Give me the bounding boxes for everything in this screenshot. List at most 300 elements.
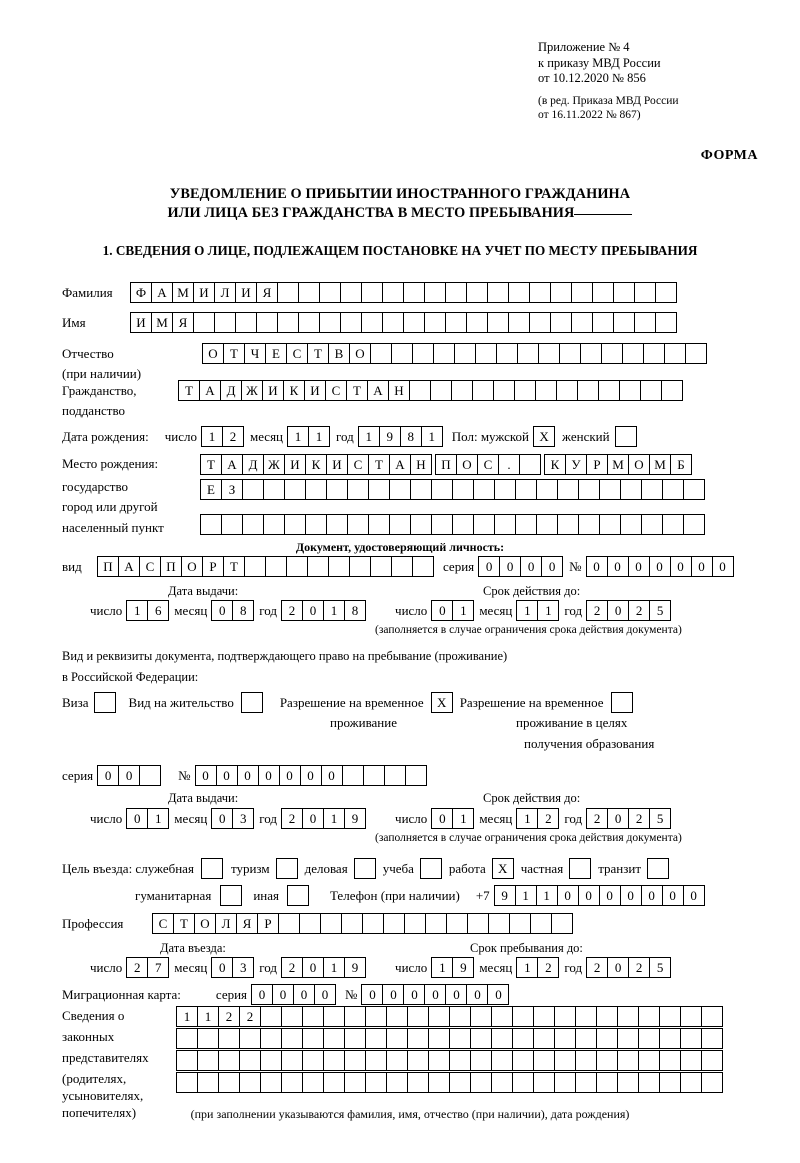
- char-cell[interactable]: 1: [323, 957, 345, 978]
- char-cell[interactable]: 0: [586, 556, 608, 577]
- char-cell[interactable]: [466, 282, 488, 303]
- char-cell[interactable]: [239, 1050, 261, 1071]
- char-cell[interactable]: 1: [421, 426, 443, 447]
- char-cell[interactable]: [530, 913, 552, 934]
- legal-rep-line-3-input[interactable]: [176, 1050, 722, 1071]
- char-cell[interactable]: А: [199, 380, 221, 401]
- char-cell[interactable]: [278, 913, 300, 934]
- char-cell[interactable]: [361, 282, 383, 303]
- char-cell[interactable]: [519, 454, 541, 475]
- char-cell[interactable]: [659, 1006, 681, 1027]
- char-cell[interactable]: 1: [197, 1006, 219, 1027]
- char-cell[interactable]: 0: [97, 765, 119, 786]
- char-cell[interactable]: Ж: [241, 380, 263, 401]
- char-cell[interactable]: 3: [232, 808, 254, 829]
- char-cell[interactable]: [382, 282, 404, 303]
- char-cell[interactable]: К: [305, 454, 327, 475]
- char-cell[interactable]: [575, 1050, 597, 1071]
- char-cell[interactable]: 0: [641, 885, 663, 906]
- char-cell[interactable]: [389, 479, 411, 500]
- char-cell[interactable]: Н: [410, 454, 432, 475]
- char-cell[interactable]: М: [151, 312, 173, 333]
- char-cell[interactable]: [559, 343, 581, 364]
- char-cell[interactable]: [176, 1072, 198, 1093]
- char-cell[interactable]: 2: [586, 957, 608, 978]
- char-cell[interactable]: С: [139, 556, 161, 577]
- char-cell[interactable]: [638, 1072, 660, 1093]
- char-cell[interactable]: 8: [400, 426, 422, 447]
- char-cell[interactable]: [659, 1072, 681, 1093]
- mig-number-input[interactable]: [361, 984, 508, 1005]
- char-cell[interactable]: 0: [300, 765, 322, 786]
- char-cell[interactable]: [347, 479, 369, 500]
- char-cell[interactable]: [445, 282, 467, 303]
- char-cell[interactable]: И: [235, 282, 257, 303]
- char-cell[interactable]: [571, 312, 593, 333]
- stay-day-input[interactable]: [431, 957, 473, 978]
- char-cell[interactable]: [344, 1006, 366, 1027]
- char-cell[interactable]: 5: [649, 600, 671, 621]
- char-cell[interactable]: [383, 913, 405, 934]
- char-cell[interactable]: [550, 312, 572, 333]
- char-cell[interactable]: [302, 1028, 324, 1049]
- char-cell[interactable]: 0: [649, 556, 671, 577]
- char-cell[interactable]: [509, 913, 531, 934]
- char-cell[interactable]: [617, 1028, 639, 1049]
- char-cell[interactable]: [683, 479, 705, 500]
- char-cell[interactable]: 1: [308, 426, 330, 447]
- char-cell[interactable]: [538, 343, 560, 364]
- char-cell[interactable]: [305, 479, 327, 500]
- char-cell[interactable]: С: [286, 343, 308, 364]
- char-cell[interactable]: [536, 479, 558, 500]
- char-cell[interactable]: Ж: [263, 454, 285, 475]
- char-cell[interactable]: [281, 1028, 303, 1049]
- birthplace-country-input[interactable]: [200, 454, 431, 475]
- purpose-business-checkbox[interactable]: [354, 858, 376, 879]
- legal-rep-line-2-input[interactable]: [176, 1028, 722, 1049]
- char-cell[interactable]: [449, 1006, 471, 1027]
- char-cell[interactable]: [514, 380, 536, 401]
- char-cell[interactable]: [701, 1028, 723, 1049]
- char-cell[interactable]: С: [152, 913, 174, 934]
- char-cell[interactable]: 6: [147, 600, 169, 621]
- char-cell[interactable]: 0: [578, 885, 600, 906]
- char-cell[interactable]: [344, 1050, 366, 1071]
- char-cell[interactable]: 1: [537, 600, 559, 621]
- char-cell[interactable]: 0: [712, 556, 734, 577]
- char-cell[interactable]: 0: [466, 984, 488, 1005]
- char-cell[interactable]: [433, 343, 455, 364]
- char-cell[interactable]: [575, 1006, 597, 1027]
- char-cell[interactable]: [386, 1006, 408, 1027]
- char-cell[interactable]: [340, 282, 362, 303]
- char-cell[interactable]: [445, 312, 467, 333]
- char-cell[interactable]: [139, 765, 161, 786]
- char-cell[interactable]: Т: [200, 454, 222, 475]
- char-cell[interactable]: [328, 556, 350, 577]
- char-cell[interactable]: [449, 1050, 471, 1071]
- char-cell[interactable]: [446, 913, 468, 934]
- char-cell[interactable]: 1: [201, 426, 223, 447]
- birthplace-type-input[interactable]: [435, 454, 540, 475]
- char-cell[interactable]: [599, 479, 621, 500]
- char-cell[interactable]: 0: [216, 765, 238, 786]
- char-cell[interactable]: 9: [379, 426, 401, 447]
- sex-male-checkbox[interactable]: X: [533, 426, 555, 447]
- char-cell[interactable]: [407, 1072, 429, 1093]
- char-cell[interactable]: [533, 1028, 555, 1049]
- birthplace-extra-input[interactable]: [200, 514, 704, 535]
- char-cell[interactable]: [473, 479, 495, 500]
- char-cell[interactable]: Д: [220, 380, 242, 401]
- char-cell[interactable]: 1: [516, 957, 538, 978]
- char-cell[interactable]: [592, 282, 614, 303]
- char-cell[interactable]: [407, 1006, 429, 1027]
- char-cell[interactable]: [634, 312, 656, 333]
- char-cell[interactable]: [428, 1006, 450, 1027]
- char-cell[interactable]: [277, 282, 299, 303]
- purpose-work-checkbox[interactable]: X: [492, 858, 514, 879]
- char-cell[interactable]: [431, 514, 453, 535]
- char-cell[interactable]: [368, 514, 390, 535]
- char-cell[interactable]: [571, 282, 593, 303]
- char-cell[interactable]: С: [347, 454, 369, 475]
- char-cell[interactable]: 2: [628, 600, 650, 621]
- char-cell[interactable]: [617, 1006, 639, 1027]
- char-cell[interactable]: [370, 556, 392, 577]
- char-cell[interactable]: [242, 514, 264, 535]
- char-cell[interactable]: 2: [586, 808, 608, 829]
- char-cell[interactable]: 7: [147, 957, 169, 978]
- char-cell[interactable]: 2: [281, 600, 303, 621]
- surname-input[interactable]: [130, 282, 676, 303]
- char-cell[interactable]: [701, 1050, 723, 1071]
- char-cell[interactable]: [260, 1072, 282, 1093]
- char-cell[interactable]: [281, 1006, 303, 1027]
- char-cell[interactable]: [491, 1050, 513, 1071]
- purpose-study-checkbox[interactable]: [420, 858, 442, 879]
- char-cell[interactable]: [494, 479, 516, 500]
- temp-residence-checkbox[interactable]: X: [431, 692, 453, 713]
- doc-issue-month-input[interactable]: [211, 600, 253, 621]
- char-cell[interactable]: [218, 1050, 240, 1071]
- char-cell[interactable]: Д: [242, 454, 264, 475]
- char-cell[interactable]: [664, 343, 686, 364]
- char-cell[interactable]: 2: [537, 808, 559, 829]
- char-cell[interactable]: [701, 1006, 723, 1027]
- citizenship-input[interactable]: [178, 380, 682, 401]
- char-cell[interactable]: [305, 514, 327, 535]
- char-cell[interactable]: 0: [599, 885, 621, 906]
- char-cell[interactable]: [218, 1028, 240, 1049]
- char-cell[interactable]: 0: [382, 984, 404, 1005]
- profession-input[interactable]: [152, 913, 572, 934]
- char-cell[interactable]: 2: [222, 426, 244, 447]
- char-cell[interactable]: [680, 1050, 702, 1071]
- char-cell[interactable]: 2: [628, 957, 650, 978]
- char-cell[interactable]: [508, 282, 530, 303]
- char-cell[interactable]: [361, 312, 383, 333]
- char-cell[interactable]: [529, 282, 551, 303]
- char-cell[interactable]: [412, 343, 434, 364]
- doc-number-input[interactable]: [586, 556, 733, 577]
- char-cell[interactable]: [556, 380, 578, 401]
- char-cell[interactable]: [347, 514, 369, 535]
- entry-day-input[interactable]: [126, 957, 168, 978]
- char-cell[interactable]: [617, 1072, 639, 1093]
- char-cell[interactable]: [659, 1050, 681, 1071]
- purpose-private-checkbox[interactable]: [569, 858, 591, 879]
- char-cell[interactable]: И: [262, 380, 284, 401]
- char-cell[interactable]: 0: [126, 808, 148, 829]
- char-cell[interactable]: [491, 1028, 513, 1049]
- doc-series-input[interactable]: [478, 556, 562, 577]
- char-cell[interactable]: И: [193, 282, 215, 303]
- char-cell[interactable]: [176, 1050, 198, 1071]
- char-cell[interactable]: 9: [344, 957, 366, 978]
- char-cell[interactable]: [342, 765, 364, 786]
- char-cell[interactable]: У: [565, 454, 587, 475]
- char-cell[interactable]: [409, 380, 431, 401]
- char-cell[interactable]: [638, 1006, 660, 1027]
- char-cell[interactable]: О: [181, 556, 203, 577]
- char-cell[interactable]: 0: [628, 556, 650, 577]
- char-cell[interactable]: 0: [118, 765, 140, 786]
- doc-valid-month-input[interactable]: [516, 600, 558, 621]
- char-cell[interactable]: [467, 913, 489, 934]
- char-cell[interactable]: Т: [223, 556, 245, 577]
- doc-issue-day-input[interactable]: [126, 600, 168, 621]
- char-cell[interactable]: [277, 312, 299, 333]
- char-cell[interactable]: [620, 514, 642, 535]
- char-cell[interactable]: [470, 1006, 492, 1027]
- char-cell[interactable]: [487, 282, 509, 303]
- char-cell[interactable]: 1: [516, 600, 538, 621]
- char-cell[interactable]: [449, 1072, 471, 1093]
- char-cell[interactable]: М: [172, 282, 194, 303]
- char-cell[interactable]: [323, 1072, 345, 1093]
- char-cell[interactable]: М: [607, 454, 629, 475]
- char-cell[interactable]: Т: [178, 380, 200, 401]
- char-cell[interactable]: [508, 312, 530, 333]
- purpose-transit-checkbox[interactable]: [647, 858, 669, 879]
- purpose-other-checkbox[interactable]: [287, 885, 309, 906]
- char-cell[interactable]: [617, 1050, 639, 1071]
- char-cell[interactable]: 1: [536, 885, 558, 906]
- char-cell[interactable]: Ч: [244, 343, 266, 364]
- permit-valid-month-input[interactable]: [516, 808, 558, 829]
- char-cell[interactable]: С: [325, 380, 347, 401]
- char-cell[interactable]: [284, 479, 306, 500]
- char-cell[interactable]: 0: [431, 600, 453, 621]
- char-cell[interactable]: [299, 913, 321, 934]
- char-cell[interactable]: [536, 514, 558, 535]
- char-cell[interactable]: Я: [256, 282, 278, 303]
- char-cell[interactable]: [263, 514, 285, 535]
- char-cell[interactable]: [391, 556, 413, 577]
- char-cell[interactable]: [488, 913, 510, 934]
- char-cell[interactable]: Т: [223, 343, 245, 364]
- char-cell[interactable]: [428, 1050, 450, 1071]
- residence-permit-checkbox[interactable]: [241, 692, 263, 713]
- char-cell[interactable]: [368, 479, 390, 500]
- purpose-tourism-checkbox[interactable]: [276, 858, 298, 879]
- purpose-service-checkbox[interactable]: [201, 858, 223, 879]
- char-cell[interactable]: [326, 479, 348, 500]
- char-cell[interactable]: 0: [211, 600, 233, 621]
- char-cell[interactable]: [407, 1050, 429, 1071]
- birth-month-input[interactable]: [287, 426, 329, 447]
- char-cell[interactable]: [362, 913, 384, 934]
- char-cell[interactable]: [424, 312, 446, 333]
- char-cell[interactable]: [535, 380, 557, 401]
- char-cell[interactable]: [533, 1072, 555, 1093]
- birth-year-input[interactable]: [358, 426, 442, 447]
- char-cell[interactable]: 0: [691, 556, 713, 577]
- char-cell[interactable]: [391, 343, 413, 364]
- entry-year-input[interactable]: [281, 957, 365, 978]
- char-cell[interactable]: П: [97, 556, 119, 577]
- char-cell[interactable]: 5: [649, 808, 671, 829]
- char-cell[interactable]: [554, 1050, 576, 1071]
- char-cell[interactable]: [577, 380, 599, 401]
- char-cell[interactable]: 1: [287, 426, 309, 447]
- char-cell[interactable]: [701, 1072, 723, 1093]
- edu-residence-checkbox[interactable]: [611, 692, 633, 713]
- char-cell[interactable]: 0: [211, 808, 233, 829]
- char-cell[interactable]: [662, 514, 684, 535]
- char-cell[interactable]: [407, 1028, 429, 1049]
- char-cell[interactable]: [634, 282, 656, 303]
- permit-issue-month-input[interactable]: [211, 808, 253, 829]
- birthplace-city-input[interactable]: [544, 454, 691, 475]
- char-cell[interactable]: [493, 380, 515, 401]
- char-cell[interactable]: 0: [302, 600, 324, 621]
- char-cell[interactable]: 0: [321, 765, 343, 786]
- char-cell[interactable]: 0: [302, 808, 324, 829]
- char-cell[interactable]: [284, 514, 306, 535]
- char-cell[interactable]: [365, 1072, 387, 1093]
- char-cell[interactable]: Т: [307, 343, 329, 364]
- char-cell[interactable]: [643, 343, 665, 364]
- char-cell[interactable]: [578, 514, 600, 535]
- char-cell[interactable]: [641, 514, 663, 535]
- char-cell[interactable]: [619, 380, 641, 401]
- char-cell[interactable]: [640, 380, 662, 401]
- char-cell[interactable]: [412, 556, 434, 577]
- char-cell[interactable]: [554, 1006, 576, 1027]
- char-cell[interactable]: Н: [388, 380, 410, 401]
- char-cell[interactable]: О: [194, 913, 216, 934]
- char-cell[interactable]: [451, 380, 473, 401]
- char-cell[interactable]: [655, 312, 677, 333]
- char-cell[interactable]: [613, 312, 635, 333]
- char-cell[interactable]: [680, 1028, 702, 1049]
- char-cell[interactable]: 0: [279, 765, 301, 786]
- char-cell[interactable]: [680, 1006, 702, 1027]
- char-cell[interactable]: [425, 913, 447, 934]
- char-cell[interactable]: 0: [431, 808, 453, 829]
- char-cell[interactable]: [365, 1028, 387, 1049]
- char-cell[interactable]: 0: [499, 556, 521, 577]
- char-cell[interactable]: 3: [232, 957, 254, 978]
- char-cell[interactable]: И: [284, 454, 306, 475]
- char-cell[interactable]: Е: [265, 343, 287, 364]
- char-cell[interactable]: [341, 913, 363, 934]
- char-cell[interactable]: [529, 312, 551, 333]
- char-cell[interactable]: Б: [670, 454, 692, 475]
- char-cell[interactable]: И: [326, 454, 348, 475]
- char-cell[interactable]: [599, 514, 621, 535]
- char-cell[interactable]: 0: [607, 957, 629, 978]
- char-cell[interactable]: 0: [251, 984, 273, 1005]
- char-cell[interactable]: 0: [557, 885, 579, 906]
- char-cell[interactable]: [405, 765, 427, 786]
- char-cell[interactable]: [197, 1072, 219, 1093]
- char-cell[interactable]: [197, 1028, 219, 1049]
- char-cell[interactable]: 8: [344, 600, 366, 621]
- char-cell[interactable]: 0: [211, 957, 233, 978]
- char-cell[interactable]: 0: [683, 885, 705, 906]
- char-cell[interactable]: [323, 1006, 345, 1027]
- char-cell[interactable]: [410, 479, 432, 500]
- char-cell[interactable]: [470, 1072, 492, 1093]
- char-cell[interactable]: 0: [314, 984, 336, 1005]
- char-cell[interactable]: Р: [202, 556, 224, 577]
- char-cell[interactable]: Л: [215, 913, 237, 934]
- char-cell[interactable]: [260, 1028, 282, 1049]
- char-cell[interactable]: 1: [147, 808, 169, 829]
- char-cell[interactable]: [430, 380, 452, 401]
- birth-day-input[interactable]: [201, 426, 243, 447]
- char-cell[interactable]: [344, 1028, 366, 1049]
- char-cell[interactable]: А: [367, 380, 389, 401]
- char-cell[interactable]: 2: [586, 600, 608, 621]
- char-cell[interactable]: Ф: [130, 282, 152, 303]
- patronymic-input[interactable]: [202, 343, 706, 364]
- char-cell[interactable]: [517, 343, 539, 364]
- birthplace-continue-input[interactable]: [200, 479, 704, 500]
- char-cell[interactable]: [575, 1072, 597, 1093]
- char-cell[interactable]: 2: [218, 1006, 240, 1027]
- char-cell[interactable]: С: [477, 454, 499, 475]
- char-cell[interactable]: 1: [176, 1006, 198, 1027]
- char-cell[interactable]: [260, 1050, 282, 1071]
- char-cell[interactable]: [473, 514, 495, 535]
- entry-month-input[interactable]: [211, 957, 253, 978]
- char-cell[interactable]: [281, 1072, 303, 1093]
- char-cell[interactable]: [533, 1050, 555, 1071]
- char-cell[interactable]: [638, 1050, 660, 1071]
- char-cell[interactable]: 0: [607, 556, 629, 577]
- char-cell[interactable]: [403, 282, 425, 303]
- char-cell[interactable]: [363, 765, 385, 786]
- doc-valid-day-input[interactable]: [431, 600, 473, 621]
- char-cell[interactable]: [323, 1028, 345, 1049]
- char-cell[interactable]: [554, 1028, 576, 1049]
- char-cell[interactable]: 1: [323, 600, 345, 621]
- char-cell[interactable]: [601, 343, 623, 364]
- char-cell[interactable]: [596, 1028, 618, 1049]
- char-cell[interactable]: 9: [494, 885, 516, 906]
- doc-issue-year-input[interactable]: [281, 600, 365, 621]
- char-cell[interactable]: [596, 1072, 618, 1093]
- char-cell[interactable]: 1: [515, 885, 537, 906]
- stay-month-input[interactable]: [516, 957, 558, 978]
- char-cell[interactable]: Т: [346, 380, 368, 401]
- char-cell[interactable]: [344, 1072, 366, 1093]
